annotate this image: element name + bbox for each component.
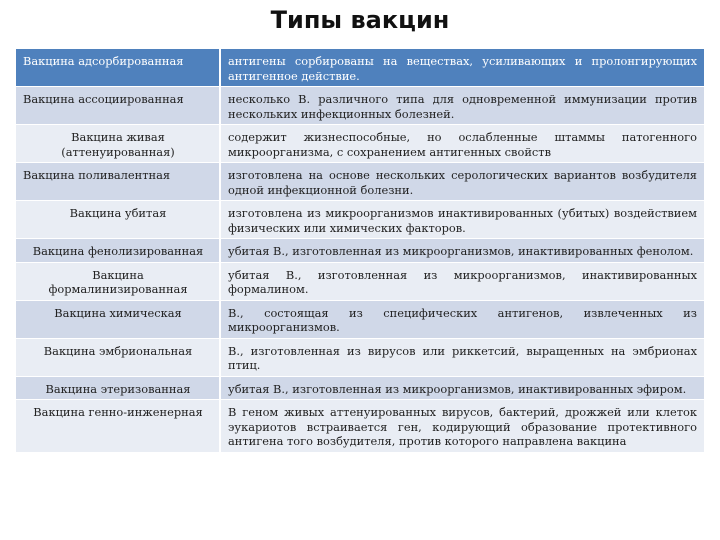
table-row <box>16 376 704 400</box>
vaccine-description: изготовлена на основе нескольких серологических вариантов возбудителя одной инфекционной болезни. <box>220 163 704 201</box>
table-row <box>16 163 704 201</box>
vaccine-name: Вакцина этеризованная <box>16 376 220 400</box>
table-row <box>16 262 704 300</box>
table-row <box>16 400 704 453</box>
vaccine-description: антигены сорбированы на веществах, усиливающих и пролонгирующих антигенное действие. <box>220 49 704 87</box>
vaccine-description: несколько В. различного типа для одновременной иммунизации против нескольких инфекционных болезней. <box>220 87 704 125</box>
vaccine-types-table <box>16 48 704 453</box>
vaccine-description: убитая В., изготовленная из микроорганизмов, инактивированных фенолом. <box>220 239 704 263</box>
table-row <box>16 239 704 263</box>
vaccine-name: Вакцина живая (аттенуированная) <box>16 125 220 163</box>
vaccine-description: содержит жизнеспособные, но ослабленные штаммы патогенного микроорганизма, с сохранением антигенных свойств <box>220 125 704 163</box>
vaccine-name: Вакцина поливалентная <box>16 163 220 201</box>
vaccine-description: убитая В., изготовленная из микроорганизмов, инактивированных формалином. <box>220 262 704 300</box>
vaccine-name: Вакцина ассоциированная <box>16 87 220 125</box>
table-row <box>16 125 704 163</box>
table-row <box>16 87 704 125</box>
vaccine-name: Вакцина генно-инженерная <box>16 400 220 453</box>
vaccine-description: В., состоящая из специфических антигенов, извлеченных из микроорганизмов. <box>220 300 704 338</box>
vaccine-name: Вакцина эмбриональная <box>16 338 220 376</box>
vaccine-description: В геном живых аттенуированных вирусов, бактерий, дрожжей или клеток эукариотов встраивается ген, кодирующий образование протективного антигена того возбудителя, против которого направлена вакцина <box>220 400 704 453</box>
vaccine-name: Вакцина фенолизированная <box>16 239 220 263</box>
vaccine-name: Вакцина формалинизированная <box>16 262 220 300</box>
table-row <box>16 201 704 239</box>
vaccine-description: убитая В., изготовленная из микроорганизмов, инактивированных эфиром. <box>220 376 704 400</box>
vaccine-name: Вакцина химическая <box>16 300 220 338</box>
table-row <box>16 49 704 87</box>
table-row <box>16 338 704 376</box>
vaccine-name: Вакцина убитая <box>16 201 220 239</box>
vaccine-description: изготовлена из микроорганизмов инактивированных (убитых) воздействием физических или химических факторов. <box>220 201 704 239</box>
vaccine-name: Вакцина адсорбированная <box>16 49 220 87</box>
vaccine-description: В., изготовленная из вирусов или риккетсий, выращенных на эмбрионах птиц. <box>220 338 704 376</box>
table-row <box>16 300 704 338</box>
page-title: Типы вакцин <box>270 6 450 34</box>
